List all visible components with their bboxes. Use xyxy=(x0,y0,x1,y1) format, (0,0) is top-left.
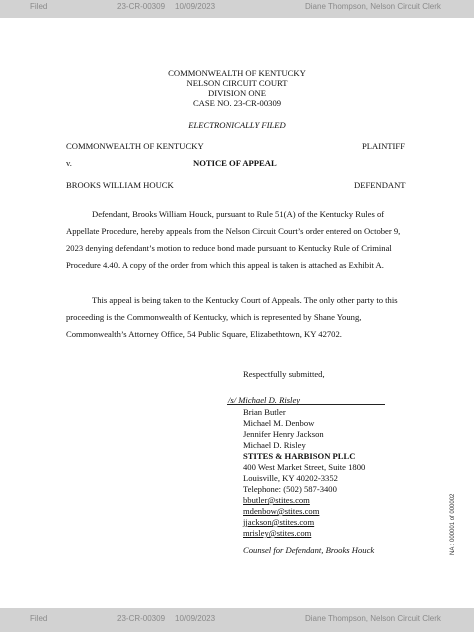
electronically-filed: ELECTRONICALLY FILED xyxy=(188,120,286,130)
defendant-label: DEFENDANT xyxy=(354,180,406,190)
paragraph-parties xyxy=(66,292,410,343)
caption-division: DIVISION ONE xyxy=(208,88,266,98)
paragraph-line: Commonwealth’s Attorney Office, 54 Public Square, Elizabethtown, KY 42702. xyxy=(66,329,342,339)
firm-city: Louisville, KY 40202-3352 xyxy=(243,473,338,483)
filing-header-bar xyxy=(0,0,474,18)
caption-state: COMMONWEALTH OF KENTUCKY xyxy=(168,68,306,78)
closing: Respectfully submitted, xyxy=(243,369,325,379)
attorney-name: Michael M. Denbow xyxy=(243,418,315,428)
plaintiff-label: PLAINTIFF xyxy=(362,141,405,151)
clerk-name: Diane Thompson, Nelson Circuit Clerk xyxy=(305,614,441,623)
firm-name: STITES & HARBISON PLLC xyxy=(243,451,356,461)
filed-label: Filed xyxy=(30,614,48,623)
firm-phone: Telephone: (502) 587-3400 xyxy=(243,484,337,494)
paragraph-line: proceeding is the Commonwealth of Kentucky, which is represented by Shane Young, xyxy=(66,312,362,322)
defendant-name: BROOKS WILLIAM HOUCK xyxy=(66,180,174,190)
email-link[interactable]: jjackson@stites.com xyxy=(243,517,315,527)
case-number: 23-CR-00309 xyxy=(117,2,166,11)
filing-date: 10/09/2023 xyxy=(175,614,216,623)
plaintiff-name: COMMONWEALTH OF KENTUCKY xyxy=(66,141,204,151)
signature-line xyxy=(227,404,385,405)
email-link[interactable]: mdenbow@stites.com xyxy=(243,506,320,516)
filing-date: 10/09/2023 xyxy=(175,2,216,11)
attorney-name: Jennifer Henry Jackson xyxy=(243,429,324,439)
email-link[interactable]: bbutler@stites.com xyxy=(243,495,310,505)
paragraph-line: This appeal is being taken to the Kentucky Court of Appeals. The only other party to this xyxy=(92,295,398,305)
page-stamp: NA : 000001 of 000002 xyxy=(450,493,456,555)
filing-footer-bar xyxy=(0,608,474,632)
paragraph-line: 2023 denying defendant’s motion to reduce bond made pursuant to Kentucky Rule of Criminal xyxy=(66,243,392,253)
paragraph-line: Procedure 4.40. A copy of the order from which this appeal is taken is attached as Exhibit A. xyxy=(66,260,384,270)
document-title: NOTICE OF APPEAL xyxy=(193,158,277,168)
paragraph-line: Defendant, Brooks William Houck, pursuant to Rule 51(A) of the Kentucky Rules of xyxy=(92,209,385,219)
email-link[interactable]: mrisley@stites.com xyxy=(243,528,312,538)
paragraph-line: Appellate Procedure, hereby appeals from the Nelson Circuit Court’s order entered on October 9, xyxy=(66,226,401,236)
caption-case-no: CASE NO. 23-CR-00309 xyxy=(192,98,282,108)
clerk-name: Diane Thompson, Nelson Circuit Clerk xyxy=(305,2,441,11)
case-number: 23-CR-00309 xyxy=(117,614,166,623)
filed-label: Filed xyxy=(30,2,48,11)
e-signature: /s/ Michael D. Risley xyxy=(228,395,301,405)
versus: v. xyxy=(66,158,72,168)
firm-address: 400 West Market Street, Suite 1800 xyxy=(243,462,366,472)
attorney-name: Brian Butler xyxy=(243,407,286,417)
caption-court: NELSON CIRCUIT COURT xyxy=(186,78,288,88)
paragraph-appeal xyxy=(66,206,410,274)
attorney-name: Michael D. Risley xyxy=(243,440,306,450)
counsel-for: Counsel for Defendant, Brooks Houck xyxy=(243,545,375,555)
